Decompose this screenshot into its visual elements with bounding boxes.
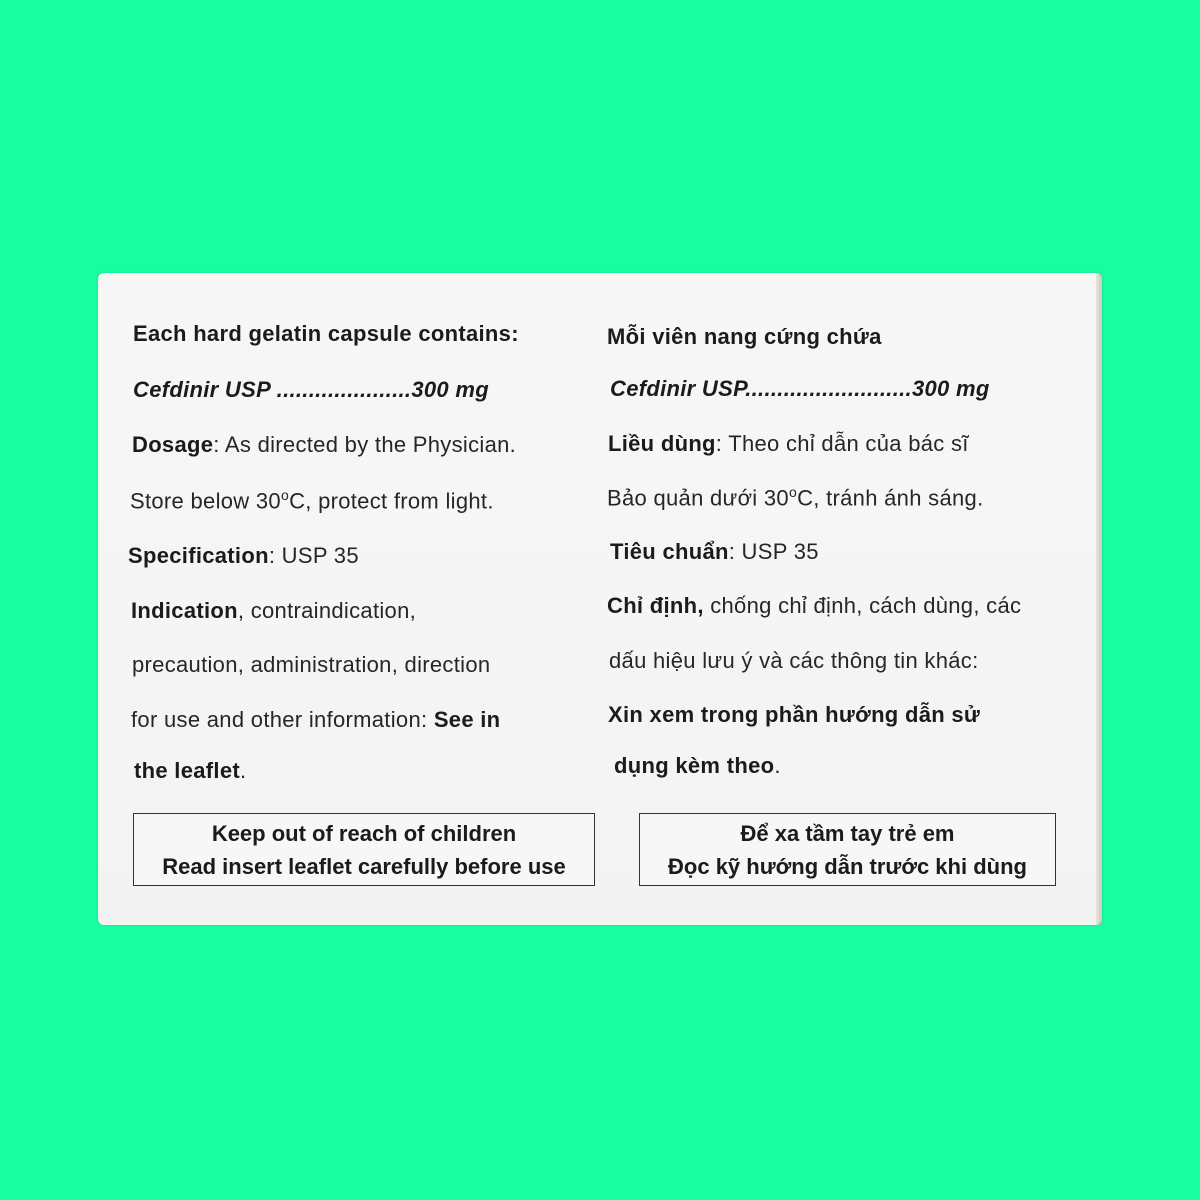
en-line4-a: the leaflet [134,758,240,783]
en-heading: Each hard gelatin capsule contains: [133,321,519,346]
vi-dosage-label: Liều dùng [608,431,716,456]
vi-warning-line2: Đọc kỹ hướng dẫn trước khi dùng [668,854,1027,879]
vi-spec-label: Tiêu chuẩn [610,539,729,564]
en-dosage [132,432,516,458]
en-warning-box [133,813,595,886]
en-spec-label: Specification [128,543,269,568]
vi-heading: Mỗi viên nang cứng chứa [607,324,882,349]
en-storage [130,487,494,514]
en-spec-text: : USP 35 [268,543,359,568]
en-storage-b: C, protect from light. [289,488,494,514]
en-warning-line2: Read insert leaflet carefully before use [162,854,566,879]
vi-line4-a: dụng kèm theo [614,753,775,778]
vi-storage-a: Bảo quản dưới 30 [607,485,789,511]
vi-line4-b: . [774,753,781,778]
en-dosage-label: Dosage [132,432,214,457]
vi-indication-label: Chỉ định, [607,593,704,618]
en-warning-line1: Keep out of reach of children [211,821,517,846]
vi-storage [607,484,983,511]
en-indication [131,598,416,624]
en-specification [128,543,359,569]
en-dosage-text: : As directed by the Physician. [213,432,517,457]
en-storage-a: Store below 30 [130,488,281,514]
vi-indication-text: chống chỉ định, cách dùng, các [703,593,1022,618]
vi-storage-degree: o [788,484,798,500]
en-line4-b: . [240,758,247,783]
vi-warning-box [639,813,1056,886]
en-line3-a: for use and other information: [131,707,434,732]
vi-indication [607,593,1021,619]
vi-line4 [614,753,781,779]
vi-dosage-text: : Theo chỉ dẫn của bác sĩ [715,431,969,456]
en-line4 [134,758,246,784]
vi-spec-text: : USP 35 [728,539,819,564]
vi-line2: dấu hiệu lưu ý và các thông tin khác: [609,648,979,673]
carton-label-panel [98,273,1102,925]
en-storage-degree: o [280,487,290,503]
en-ingredient: Cefdinir USP .....................300 mg [133,377,489,402]
vi-specification [610,539,819,565]
vi-dosage [608,431,969,457]
en-indication-text: , contraindication, [237,598,417,623]
vi-ingredient: Cefdinir USP..........................300 mg [610,376,990,401]
vi-warning-line1: Để xa tầm tay trẻ em [740,821,955,846]
en-line3 [131,707,500,733]
carton-edge [1096,273,1102,925]
vi-storage-b: C, tránh ánh sáng. [797,485,984,511]
en-line2: precaution, administration, direction [132,652,491,677]
en-indication-label: Indication [131,598,238,623]
vi-line3: Xin xem trong phần hướng dẫn sử [608,702,981,727]
en-line3-b: See in [433,707,501,732]
